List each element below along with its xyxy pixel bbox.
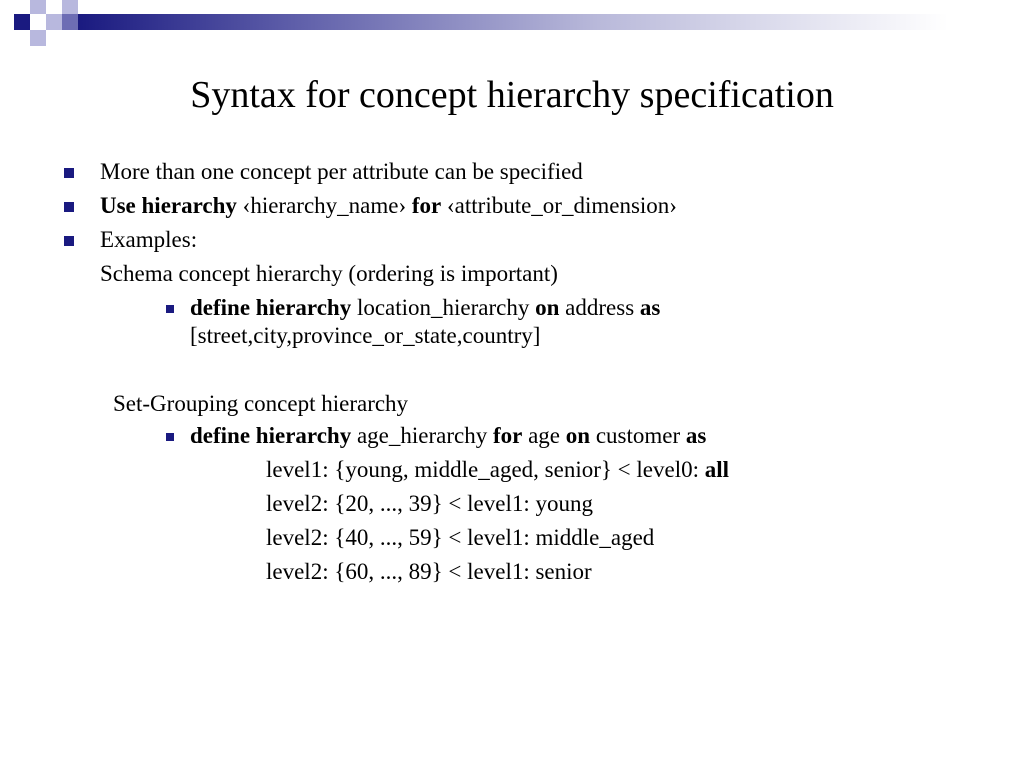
level-text: level1: {young, middle_aged, senior} < level0: xyxy=(266,457,699,482)
syntax-term: ‹hierarchy_name› xyxy=(242,193,407,218)
keyword: as xyxy=(639,295,661,320)
header-square-decoration xyxy=(30,0,46,14)
level-line: level2: {20, ..., 39} < level1: young xyxy=(266,491,593,516)
keyword: for xyxy=(492,423,523,448)
slide-title: Syntax for concept hierarchy specification xyxy=(190,74,834,116)
header-square-decoration xyxy=(14,14,30,30)
code-line: [street,city,province_or_state,country] xyxy=(190,323,541,348)
syntax-term: ‹attribute_or_dimension› xyxy=(447,193,677,218)
keyword: as xyxy=(685,423,707,448)
bullet-text xyxy=(100,192,677,220)
header-square-decoration xyxy=(62,14,78,30)
section-heading: Set-Grouping concept hierarchy xyxy=(113,391,409,416)
bullet-square-icon xyxy=(64,202,74,212)
syntax-term: age_hierarchy xyxy=(356,423,488,448)
keyword: define hierarchy xyxy=(190,295,352,320)
header-gradient-bar xyxy=(78,14,1024,30)
keyword: define hierarchy xyxy=(190,423,352,448)
keyword: on xyxy=(565,423,591,448)
keyword: for xyxy=(411,193,442,218)
keyword: all xyxy=(704,457,730,482)
level-line: level2: {40, ..., 59} < level1: middle_aged xyxy=(266,525,655,550)
syntax-term: location_hierarchy xyxy=(356,295,530,320)
bullet-text: More than one concept per attribute can be specified xyxy=(100,159,583,184)
bullet-square-icon xyxy=(166,305,174,313)
header-square-decoration xyxy=(30,30,46,46)
code-line xyxy=(190,422,706,450)
level-line: level2: {60, ..., 89} < level1: senior xyxy=(266,559,592,584)
bullet-square-icon xyxy=(166,433,174,441)
bullet-square-icon xyxy=(64,168,74,178)
section-heading: Schema concept hierarchy (ordering is important) xyxy=(100,261,558,286)
keyword: Use hierarchy xyxy=(100,193,237,218)
code-line xyxy=(190,294,660,322)
bullet-square-icon xyxy=(64,236,74,246)
level-line xyxy=(266,456,729,484)
syntax-term: age xyxy=(528,423,561,448)
header-square-decoration xyxy=(62,0,78,14)
keyword: on xyxy=(535,295,560,320)
syntax-term: address xyxy=(565,295,635,320)
syntax-term: customer xyxy=(595,423,681,448)
header-square-decoration xyxy=(46,14,62,30)
bullet-text: Examples: xyxy=(100,227,198,252)
